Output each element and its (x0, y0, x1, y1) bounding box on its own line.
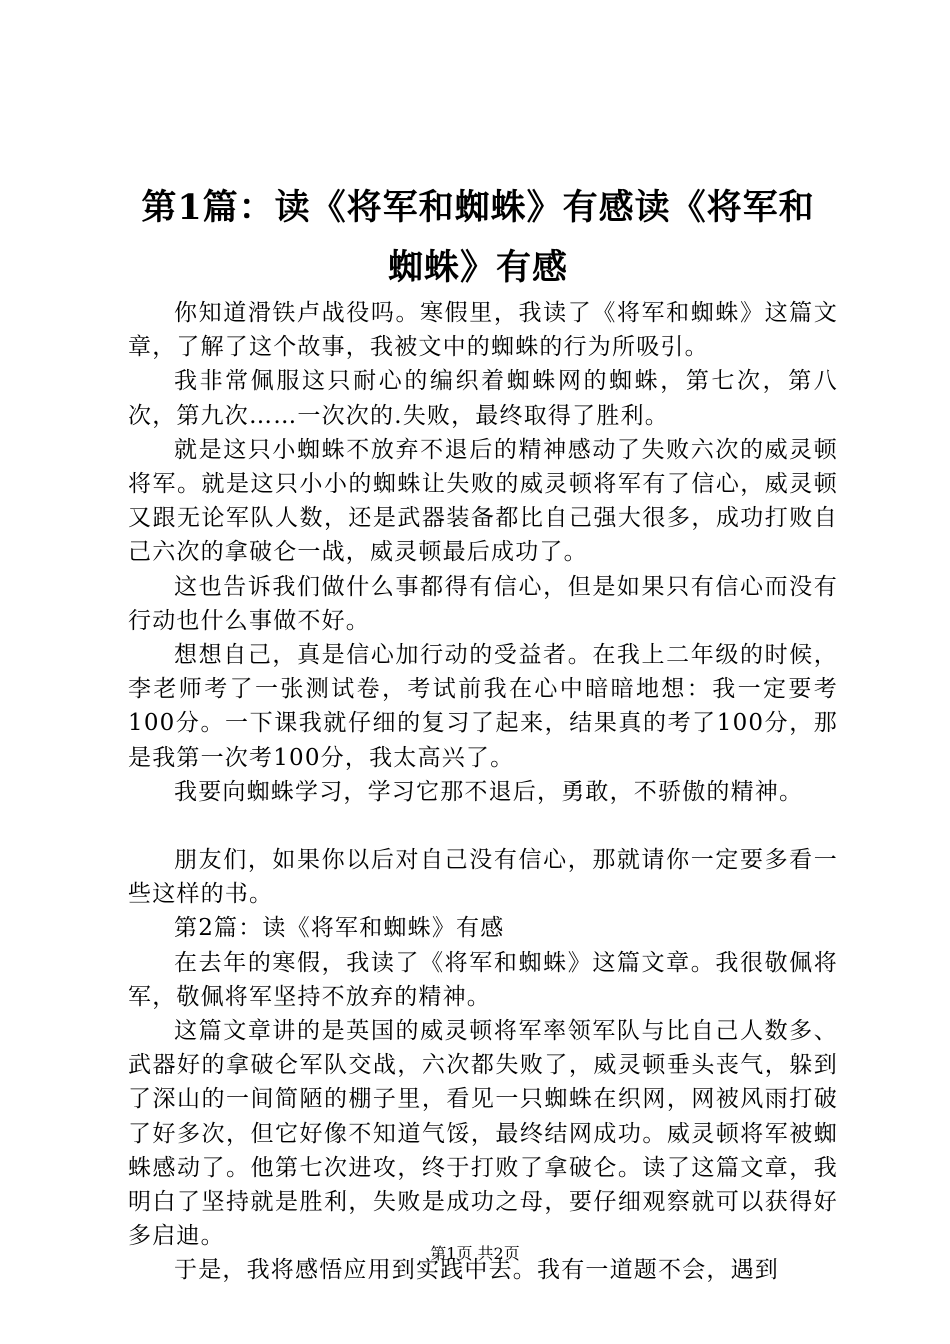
document-body (128, 296, 838, 1288)
paragraph-5: 想想自己，真是信心加行动的受益者。在我上二年级的时候，李老师考了一张测试卷，考试前我在心中暗暗地想：我一定要考100分。一下课我就仔细的复习了起来，结果真的考了100分，那是我第一次考100分，我太高兴了。 (128, 642, 838, 771)
paragraph-3: 就是这只小蜘蛛不放弃不退后的精神感动了失败六次的威灵顿将军。就是这只小小的蜘蛛让失败的威灵顿将军有了信心，威灵顿又跟无论军队人数，还是武器装备都比自己强大很多，成功打败自己六次的拿破仑一战，威灵顿最后成功了。 (128, 436, 838, 566)
paragraph-9: 这篇文章讲的是英国的威灵顿将军率领军队与比自己人数多、武器好的拿破仑军队交战，六次都失败了，威灵顿垂头丧气，躲到了深山的一间简陋的棚子里，看见一只蜘蛛在织网，网被风雨打破了好多次，但它好像不知道气馁，最终结网成功。威灵顿将军被蜘蛛感动了。他第七次进攻，终于打败了拿破仑。读了这篇文章，我明白了坚持就是胜利，失败是成功之母，要仔细观察就可以获得好多启迪。 (128, 1018, 838, 1250)
paragraph-4: 这也告诉我们做什么事都得有信心，但是如果只有信心而没有行动也什么事做不好。 (128, 573, 838, 634)
page-footer: 第1页 共2页 (430, 1244, 520, 1263)
paragraph-7: 朋友们，如果你以后对自己没有信心，那就请你一定要多看一些这样的书。 (128, 847, 838, 908)
paragraph-1: 你知道滑铁卢战役吗。寒假里，我读了《将军和蜘蛛》这篇文章，了解了这个故事，我被文中的蜘蛛的行为所吸引。 (128, 300, 838, 361)
document-title: 第1篇：读《将军和蜘蛛》有感读《将军和蜘蛛》有感 (141, 187, 815, 288)
paragraph-2: 我非常佩服这只耐心的编织着蜘蛛网的蜘蛛，第七次，第八次，第九次……一次次的.失败，最终取得了胜利。 (128, 368, 838, 429)
paragraph-8: 在去年的寒假，我读了《将军和蜘蛛》这篇文章。我很敬佩将军，敬佩将军坚持不放弃的精神。 (128, 949, 838, 1010)
paragraph-6: 我要向蜘蛛学习，学习它那不退后，勇敢，不骄傲的精神。 (174, 778, 804, 805)
paragraph-10: 于是，我将感悟应用到实践中去。我有一道题不会，遇到 (174, 1257, 779, 1284)
section-2-heading: 第2篇：读《将军和蜘蛛》有感 (174, 915, 505, 942)
